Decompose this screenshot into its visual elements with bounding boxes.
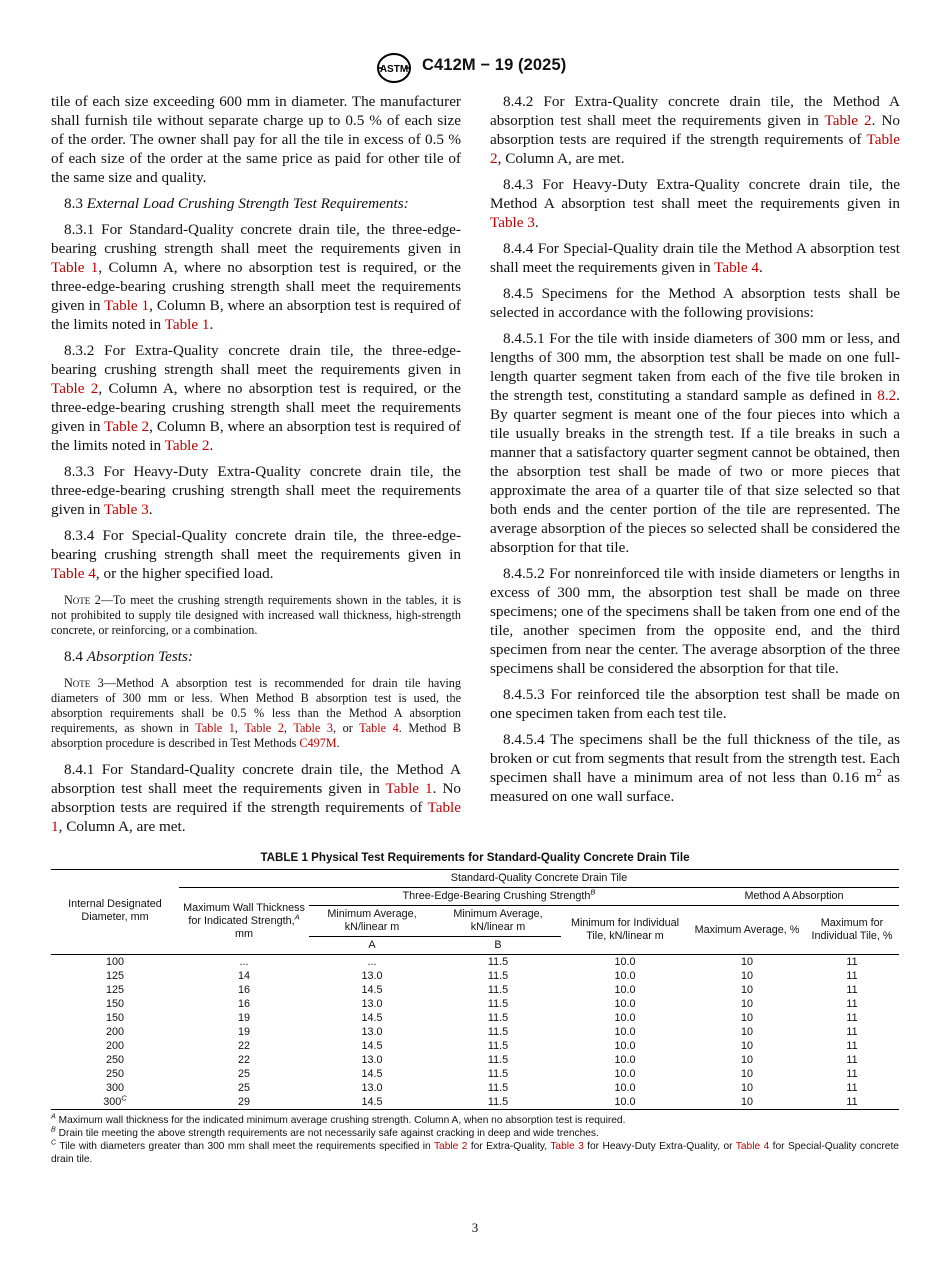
section-8-3-1: 8.3.1 For Standard-Quality concrete drain tile, the three-edge-bearing crushing strength shall meet the requirements given in Table 1, Column A, where no absorption test is required, or the three-edge-bearing crushing strength shall meet the requirements given in Table 1, Column B, where an absorption test is required of the limits noted in Table 1. bbox=[51, 221, 461, 333]
table-cell: 11 bbox=[846, 1040, 858, 1052]
document-id: C412M − 19 (2025) bbox=[422, 56, 567, 74]
table-cell: 10.0 bbox=[614, 1054, 636, 1066]
link-table-2[interactable]: Table 2 bbox=[490, 131, 900, 167]
note-3: Note 3—Method A absorption test is recommended for drain tile having diameters of 300 mm or less. When Method B absorption test is used, the absorption requirements shall be 0.5 % less than the Method A absorption requirements, as shown in Table 1, Table 2, Table 3, or Table 4. Method B absorption procedure is described in Test Methods C497M. bbox=[51, 676, 462, 750]
table-cell: 10 bbox=[740, 984, 753, 996]
table-cell: 10 bbox=[740, 1040, 753, 1052]
svg-text:ASTM: ASTM bbox=[379, 64, 409, 75]
table-cell: 19 bbox=[237, 1012, 250, 1024]
link-table-2[interactable]: Table 2 bbox=[164, 437, 210, 454]
table-cell: 11.5 bbox=[487, 956, 509, 968]
table-cell: ... bbox=[367, 956, 377, 968]
table-footnotes bbox=[51, 1114, 899, 1166]
table-cell: 100 bbox=[105, 956, 124, 968]
table-row bbox=[51, 1025, 899, 1039]
section-8-3-2: 8.3.2 For Extra-Quality concrete drain tile, the three-edge-bearing crushing strength shall meet the requirements given in Table 2, Column A, where no absorption test is required, or the three-edge-bearing crushing strength shall meet the requirements given in Table 2, Column B, where an absorption test is required of the limits noted in Table 2. bbox=[51, 342, 461, 454]
table-cell: 14 bbox=[237, 970, 250, 982]
table-cell: 11.5 bbox=[487, 998, 509, 1010]
table-cell: 10.0 bbox=[614, 998, 636, 1010]
table-row bbox=[51, 1095, 899, 1110]
page-header bbox=[0, 52, 950, 86]
table-cell: 11 bbox=[846, 1026, 858, 1038]
table-cell: $300^C$ bbox=[103, 1093, 127, 1108]
table-cell: 10.0 bbox=[614, 1068, 636, 1080]
link-table-2[interactable]: Table 2 bbox=[824, 112, 872, 129]
header-wall-thickness: Maximum Wall Thickness for Indicated Strength,$^A$ mm bbox=[179, 888, 309, 955]
header-min-avg-b: Minimum Average, kN/linear m bbox=[435, 906, 561, 937]
table-row bbox=[51, 983, 899, 997]
table-row bbox=[51, 1067, 899, 1081]
link-table-2[interactable]: Table 2 bbox=[104, 418, 150, 435]
table-cell: 22 bbox=[237, 1040, 250, 1052]
link-table-1[interactable]: Table 1 bbox=[104, 297, 150, 314]
section-8-3: 8.3 External Load Crushing Strength Test Requirements: bbox=[64, 195, 409, 212]
table-cell: 11 bbox=[846, 1012, 858, 1024]
link-table-1[interactable]: Table 1 bbox=[385, 780, 433, 797]
table-cell: 10.0 bbox=[614, 1096, 636, 1108]
link-table-1[interactable]: Table 1 bbox=[51, 799, 461, 835]
section-8-4-5: 8.4.5 Specimens for the Method A absorption tests shall be selected in accordance with the following provisions: bbox=[490, 285, 900, 321]
table-cell: 14.5 bbox=[361, 1040, 383, 1052]
table-cell: 13.0 bbox=[361, 998, 383, 1010]
section-8-4-1: 8.4.1 For Standard-Quality concrete drain tile, the Method A absorption test shall meet the requirements given in Table 1. No absorption tests are required if the strength requirements of Table 1, Column A, are met. bbox=[51, 761, 461, 835]
footnote-a: $^A$ Maximum wall thickness for the indicated minimum average crushing strength. Column A, when no absorption test is required. bbox=[51, 1112, 626, 1126]
header-max-average: Maximum Average, % bbox=[689, 906, 805, 955]
page-number: 3 bbox=[471, 1220, 479, 1235]
table-cell: 10 bbox=[740, 1096, 753, 1108]
link-table-3[interactable]: Table 3 bbox=[490, 214, 535, 231]
section-8-4: 8.4 Absorption Tests: bbox=[64, 648, 193, 665]
table-1 bbox=[51, 851, 899, 1166]
link-table-1[interactable]: Table 1 bbox=[51, 259, 99, 276]
section-8-3-4: 8.3.4 For Special-Quality concrete drain tile, the three-edge-bearing crushing strength shall meet the requirements given in Table 4, or the higher specified load. bbox=[51, 527, 461, 582]
header-absorption: Method A Absorption bbox=[689, 888, 899, 906]
table-row bbox=[51, 1053, 899, 1067]
table-cell: 11 bbox=[846, 970, 858, 982]
table-cell: 10.0 bbox=[614, 970, 636, 982]
table-cell: 250 bbox=[105, 1068, 124, 1080]
table-cell: 10.0 bbox=[614, 1012, 636, 1024]
table-cell: 22 bbox=[237, 1054, 250, 1066]
table-cell: 13.0 bbox=[361, 1054, 383, 1066]
header-diameter: Internal Designated Diameter, mm bbox=[51, 870, 179, 955]
table-cell: 11 bbox=[846, 998, 858, 1010]
header-group: Standard-Quality Concrete Drain Tile bbox=[179, 870, 899, 888]
table-cell: 14.5 bbox=[361, 1068, 383, 1080]
table-cell: 150 bbox=[105, 998, 124, 1010]
table-cell: 13.0 bbox=[361, 970, 383, 982]
section-8-4-5-4: 8.4.5.4 The specimens shall be the full thickness of the tile, as broken or cut from segments that result from the strength test. Each specimen shall have a minimum area of not less than 0.16 $m^2$ as measured on one wall surface. bbox=[490, 731, 900, 805]
footnote-c: $^C$ Tile with diameters greater than 300 mm shall meet the requirements specified in Table 2 for Extra-Quality, Table 3 for Heavy-Duty Extra-Quality, or Table 4 for Special-Quality concrete drain tile. bbox=[51, 1138, 899, 1165]
link-table-1[interactable]: Table 1 bbox=[164, 316, 210, 333]
table-cell: 10 bbox=[740, 1026, 753, 1038]
table-cell: 11 bbox=[846, 956, 858, 968]
table-cell: 16 bbox=[237, 998, 250, 1010]
table-cell: 250 bbox=[105, 1054, 124, 1066]
table-cell: 10 bbox=[740, 970, 753, 982]
table-cell: 10 bbox=[740, 1054, 753, 1066]
table-cell: ... bbox=[239, 956, 249, 968]
paragraph-continuation: tile of each size exceeding 600 mm in diameter. The manufacturer shall furnish tile without separate charge up to 0.5 % of each size of the order. The owner shall pay for all the tile in excess of 0.5 % of each size of the order at the same price as paid for other tile of the same size and quality. bbox=[51, 93, 461, 186]
table-cell: 14.5 bbox=[361, 984, 383, 996]
table-title: TABLE 1 Physical Test Requirements for Standard-Quality Concrete Drain Tile bbox=[260, 851, 690, 864]
link-table-3[interactable]: Table 3 bbox=[103, 501, 149, 518]
header-min-individual: Minimum for Individual Tile, kN/linear m bbox=[561, 906, 689, 955]
table-cell: 29 bbox=[237, 1096, 250, 1108]
link-table-1[interactable]: Table 1 bbox=[195, 721, 235, 735]
table-cell: 25 bbox=[237, 1082, 250, 1094]
table-cell: 10.0 bbox=[614, 956, 636, 968]
table-cell: 11 bbox=[846, 1068, 858, 1080]
table-1-grid bbox=[51, 869, 899, 1110]
link-section-8-2[interactable]: 8.2 bbox=[877, 387, 897, 404]
section-8-4-5-1: 8.4.5.1 For the tile with inside diameters of 300 mm or less, and lengths of 300 mm, the absorption test shall be made on one full-length quarter segment taken from each of the five tile broken in the strength test, constituting a standard sample as defined in 8.2. By quarter segment is meant one of the four pieces into which a tile usually breaks in the strength test. If a tile breaks in such a manner that a satisfactory quarter segment cannot be obtained, then the absorption test shall be made of two or more pieces that approximate the area of a quarter tile of that size selected so that both ends and the center portion of the tile are represented. The average absorption of the pieces so selected shall be considered the absorption for that tile. bbox=[490, 330, 900, 556]
table-cell: 13.0 bbox=[361, 1082, 383, 1094]
header-min-avg-a: Minimum Average, kN/linear m bbox=[309, 906, 435, 937]
header-crushing-strength: Three-Edge-Bearing Crushing Strength$^B$ bbox=[309, 888, 689, 906]
table-cell: 14.5 bbox=[361, 1012, 383, 1024]
table-row bbox=[51, 997, 899, 1011]
section-8-3-3: 8.3.3 For Heavy-Duty Extra-Quality concrete drain tile, the three-edge-bearing crushing strength shall meet the requirements given in Table 3. bbox=[51, 463, 461, 518]
table-cell: 11 bbox=[846, 1054, 858, 1066]
link-table-4[interactable]: Table 4 bbox=[51, 565, 96, 582]
link-table-2[interactable]: Table 2 bbox=[433, 1141, 468, 1152]
table-cell: 11.5 bbox=[487, 970, 509, 982]
table-cell: 11.5 bbox=[487, 1096, 509, 1108]
link-table-4[interactable]: Table 4 bbox=[359, 721, 399, 735]
table-cell: 16 bbox=[237, 984, 250, 996]
table-row bbox=[51, 955, 899, 970]
table-row bbox=[51, 1011, 899, 1025]
link-table-2[interactable]: Table 2 bbox=[51, 380, 99, 397]
table-cell: 150 bbox=[105, 1012, 124, 1024]
footnote-b: $^B$ Drain tile meeting the above strength requirements are not necessarily safe against cracking in deep and wide trenches. bbox=[51, 1125, 599, 1139]
header-col-b: B bbox=[435, 937, 561, 955]
section-8-4-4: 8.4.4 For Special-Quality drain tile the Method A absorption test shall meet the requirements given in Table 4. bbox=[490, 240, 900, 276]
table-row bbox=[51, 1039, 899, 1053]
table-cell: 125 bbox=[105, 970, 124, 982]
table-cell: 11 bbox=[846, 1096, 858, 1108]
left-column bbox=[51, 92, 461, 843]
link-table-4[interactable]: Table 4 bbox=[735, 1141, 770, 1152]
table-cell: 19 bbox=[237, 1026, 250, 1038]
table-cell: 300 bbox=[105, 1082, 124, 1094]
table-cell: 10.0 bbox=[614, 1040, 636, 1052]
section-8-4-5-2: 8.4.5.2 For nonreinforced tile with inside diameters or lengths in excess of 300 mm, the absorption test shall be made on three specimens; one of the specimens shall be taken from one end of the tile, another specimen from the opposite end, and the third specimen from near the center. The average absorption of the three specimens shall be considered the absorption for that tile. bbox=[490, 565, 900, 677]
table-cell: 13.0 bbox=[361, 1026, 383, 1038]
table-cell: 11 bbox=[846, 984, 858, 996]
table-cell: 10 bbox=[740, 956, 753, 968]
table-cell: 10 bbox=[740, 1082, 753, 1094]
link-table-3[interactable]: Table 3 bbox=[550, 1141, 584, 1152]
table-body bbox=[51, 955, 899, 1110]
astm-logo-icon bbox=[374, 52, 414, 84]
table-cell: 11.5 bbox=[487, 1082, 509, 1094]
section-8-4-3: 8.4.3 For Heavy-Duty Extra-Quality concrete drain tile, the Method A absorption test shall meet the requirements given in Table 3. bbox=[490, 176, 900, 231]
link-table-2[interactable]: Table 2 bbox=[244, 721, 284, 735]
link-table-4[interactable]: Table 4 bbox=[714, 259, 760, 276]
link-c497m[interactable]: C497M bbox=[299, 736, 337, 750]
section-8-4-5-3: 8.4.5.3 For reinforced tile the absorption test shall be made on one specimen taken from each test tile. bbox=[490, 686, 900, 722]
table-cell: 10 bbox=[740, 1068, 753, 1080]
table-cell: 11.5 bbox=[487, 1054, 509, 1066]
table-cell: 11.5 bbox=[487, 984, 509, 996]
link-table-3[interactable]: Table 3 bbox=[293, 721, 333, 735]
table-cell: 11.5 bbox=[487, 1068, 509, 1080]
section-8-4-2: 8.4.2 For Extra-Quality concrete drain tile, the Method A absorption test shall meet the requirements given in Table 2. No absorption tests are required if the strength requirements of Table 2, Column A, are met. bbox=[490, 93, 900, 167]
table-cell: 11.5 bbox=[487, 1026, 509, 1038]
table-cell: 11 bbox=[846, 1082, 858, 1094]
table-cell: 10 bbox=[740, 1012, 753, 1024]
table-cell: 25 bbox=[237, 1068, 250, 1080]
table-cell: 10.0 bbox=[614, 1026, 636, 1038]
table-cell: 10 bbox=[740, 998, 753, 1010]
table-cell: 200 bbox=[105, 1026, 124, 1038]
table-cell: 14.5 bbox=[361, 1096, 383, 1108]
table-row bbox=[51, 969, 899, 983]
table-cell: 10.0 bbox=[614, 984, 636, 996]
table-cell: 11.5 bbox=[487, 1040, 509, 1052]
table-cell: 10.0 bbox=[614, 1082, 636, 1094]
table-cell: 200 bbox=[105, 1040, 124, 1052]
header-col-a: A bbox=[309, 937, 435, 955]
note-2: Note 2—To meet the crushing strength requirements shown in the tables, it is not prohibited to supply tile designed with increased wall thickness, high-strength concrete, or reinforcing, or a combination. bbox=[51, 593, 461, 637]
table-row bbox=[51, 1081, 899, 1095]
table-cell: 11.5 bbox=[487, 1012, 509, 1024]
right-column bbox=[490, 92, 900, 813]
header-max-individual: Maximum for Individual Tile, % bbox=[805, 906, 899, 955]
table-cell: 125 bbox=[105, 984, 124, 996]
